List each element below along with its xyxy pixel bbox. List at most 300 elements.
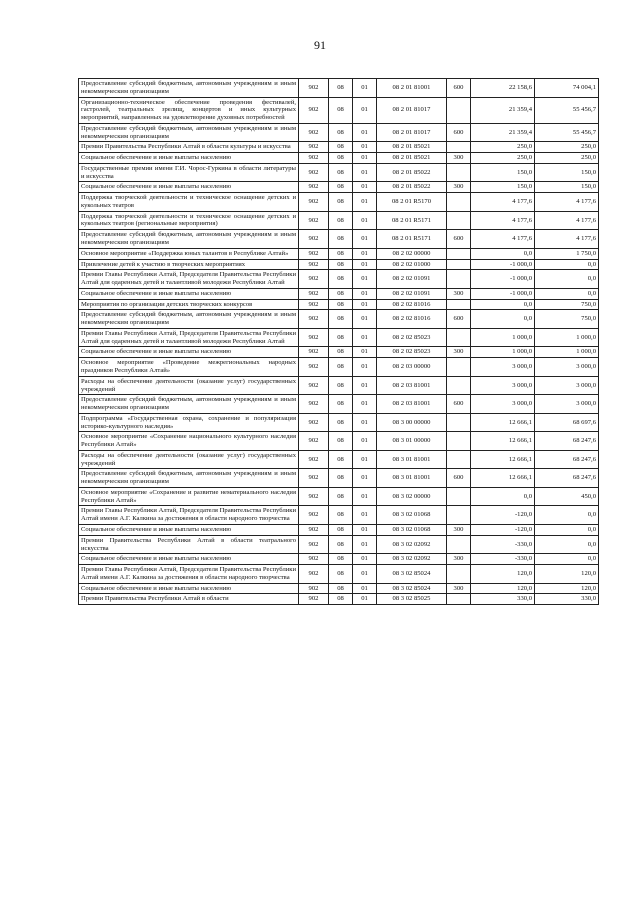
amount-change: 330,0 (471, 594, 535, 605)
expense-type-code (447, 163, 471, 182)
ministry-code: 902 (299, 358, 329, 377)
amount-total: 74 004,1 (535, 79, 599, 98)
amount-change: 1 000,0 (471, 328, 535, 347)
section-code: 08 (329, 450, 353, 469)
amount-total: 4 177,6 (535, 211, 599, 230)
row-name: Премии Правительства Республики Алтай в области культуры и искусства (79, 142, 299, 153)
amount-change: -330,0 (471, 554, 535, 565)
section-code: 08 (329, 487, 353, 506)
row-name: Поддержка творческой деятельности и техническое оснащение детских и кукольных театров (региональные мероприятия) (79, 211, 299, 230)
target-article-code: 08 2 01 81017 (377, 97, 447, 123)
target-article-code: 08 2 01 85021 (377, 142, 447, 153)
section-code: 08 (329, 583, 353, 594)
row-name: Социальное обеспечение и иные выплаты населению (79, 288, 299, 299)
section-code: 08 (329, 270, 353, 289)
ministry-code: 902 (299, 594, 329, 605)
section-code: 08 (329, 413, 353, 432)
target-article-code: 08 2 02 01091 (377, 270, 447, 289)
target-article-code: 08 2 01 85022 (377, 163, 447, 182)
amount-change: 0,0 (471, 299, 535, 310)
amount-total: 0,0 (535, 270, 599, 289)
section-code: 08 (329, 347, 353, 358)
amount-total: 750,0 (535, 310, 599, 329)
amount-total: 0,0 (535, 535, 599, 554)
amount-total: 0,0 (535, 524, 599, 535)
amount-total: 3 000,0 (535, 395, 599, 414)
section-code: 08 (329, 469, 353, 488)
table-row (79, 163, 599, 182)
ministry-code: 902 (299, 524, 329, 535)
ministry-code: 902 (299, 310, 329, 329)
section-code: 08 (329, 211, 353, 230)
ministry-code: 902 (299, 583, 329, 594)
subsection-code: 01 (353, 153, 377, 164)
expense-type-code: 300 (447, 153, 471, 164)
table-row (79, 230, 599, 249)
ministry-code: 902 (299, 535, 329, 554)
section-code: 08 (329, 153, 353, 164)
section-code: 08 (329, 182, 353, 193)
row-name: Организационно-техническое обеспечение проведения фестивалей, гастролей, театральных зрелищ, концертов и иных культурных мероприятий, направленных на удовлетворение духовных потребностей (79, 97, 299, 123)
subsection-code: 01 (353, 248, 377, 259)
section-code: 08 (329, 259, 353, 270)
expense-type-code: 600 (447, 395, 471, 414)
ministry-code: 902 (299, 450, 329, 469)
ministry-code: 902 (299, 230, 329, 249)
row-name: Подпрограмма «Государственная охрана, сохранение и популяризация историко-культурного наследия» (79, 413, 299, 432)
target-article-code: 08 2 01 81017 (377, 123, 447, 142)
expense-type-code: 300 (447, 347, 471, 358)
amount-change: 1 000,0 (471, 347, 535, 358)
subsection-code: 01 (353, 450, 377, 469)
amount-change: -120,0 (471, 524, 535, 535)
section-code: 08 (329, 163, 353, 182)
table-row (79, 358, 599, 377)
ministry-code: 902 (299, 565, 329, 584)
target-article-code: 08 3 00 00000 (377, 413, 447, 432)
section-code: 08 (329, 524, 353, 535)
table-row (79, 310, 599, 329)
expense-type-code: 600 (447, 230, 471, 249)
section-code: 08 (329, 288, 353, 299)
ministry-code: 902 (299, 259, 329, 270)
amount-change: 150,0 (471, 182, 535, 193)
section-code: 08 (329, 554, 353, 565)
row-name: Премии Главы Республики Алтай, Председателя Правительства Республики Алтай имени А.Г. Калкина за достижения в области народного творчества (79, 506, 299, 525)
target-article-code: 08 2 02 81016 (377, 299, 447, 310)
amount-total: 750,0 (535, 299, 599, 310)
subsection-code: 01 (353, 288, 377, 299)
row-name: Предоставление субсидий бюджетным, автономным учреждениям и иным некоммерческим организациям (79, 123, 299, 142)
expense-type-code (447, 413, 471, 432)
page-number: 91 (314, 38, 326, 52)
budget-table (78, 78, 599, 605)
expense-type-code: 300 (447, 524, 471, 535)
expense-type-code: 300 (447, 288, 471, 299)
amount-change: 3 000,0 (471, 376, 535, 395)
row-name: Основное мероприятие «Поддержка юных талантов в Республике Алтай» (79, 248, 299, 259)
table-row (79, 328, 599, 347)
row-name: Предоставление субсидий бюджетным, автономным учреждениям и иным некоммерческим организациям (79, 230, 299, 249)
section-code: 08 (329, 535, 353, 554)
amount-change: 150,0 (471, 163, 535, 182)
row-name: Социальное обеспечение и иные выплаты населению (79, 347, 299, 358)
budget-table-body (79, 79, 599, 605)
subsection-code: 01 (353, 230, 377, 249)
subsection-code: 01 (353, 469, 377, 488)
section-code: 08 (329, 358, 353, 377)
section-code: 08 (329, 506, 353, 525)
table-row (79, 450, 599, 469)
amount-total: 120,0 (535, 565, 599, 584)
amount-change: -330,0 (471, 535, 535, 554)
expense-type-code (447, 259, 471, 270)
ministry-code: 902 (299, 79, 329, 98)
row-name: Премии Правительства Республики Алтай в области театрального искусства (79, 535, 299, 554)
ministry-code: 902 (299, 288, 329, 299)
amount-total: 1 000,0 (535, 347, 599, 358)
amount-change: -1 000,0 (471, 259, 535, 270)
expense-type-code (447, 211, 471, 230)
subsection-code: 01 (353, 142, 377, 153)
subsection-code: 01 (353, 565, 377, 584)
target-article-code: 08 2 01 85022 (377, 182, 447, 193)
row-name: Премии Главы Республики Алтай, Председателя Правительства Республики Алтай для одаренных детей и талантливой молодежи Республики Алтай (79, 328, 299, 347)
row-name: Основное мероприятие «Сохранение национального культурного наследия Республики Алтай» (79, 432, 299, 451)
expense-type-code (447, 358, 471, 377)
amount-change: 250,0 (471, 142, 535, 153)
table-row (79, 142, 599, 153)
row-name: Социальное обеспечение и иные выплаты населению (79, 554, 299, 565)
row-name: Социальное обеспечение и иные выплаты населению (79, 524, 299, 535)
amount-total: 68 247,6 (535, 469, 599, 488)
table-row (79, 123, 599, 142)
subsection-code: 01 (353, 583, 377, 594)
amount-total: 330,0 (535, 594, 599, 605)
expense-type-code: 600 (447, 123, 471, 142)
amount-change: 3 000,0 (471, 358, 535, 377)
amount-total: 250,0 (535, 153, 599, 164)
amount-change: 12 666,1 (471, 450, 535, 469)
row-name: Расходы на обеспечение деятельности (оказание услуг) государственных учреждений (79, 376, 299, 395)
section-code: 08 (329, 248, 353, 259)
amount-total: 150,0 (535, 182, 599, 193)
amount-change: -120,0 (471, 506, 535, 525)
target-article-code: 08 2 02 85023 (377, 347, 447, 358)
subsection-code: 01 (353, 506, 377, 525)
table-row (79, 413, 599, 432)
section-code: 08 (329, 79, 353, 98)
target-article-code: 08 3 02 01068 (377, 506, 447, 525)
target-article-code: 08 2 02 01000 (377, 259, 447, 270)
section-code: 08 (329, 193, 353, 212)
row-name: Социальное обеспечение и иные выплаты населению (79, 153, 299, 164)
section-code: 08 (329, 328, 353, 347)
table-row (79, 153, 599, 164)
subsection-code: 01 (353, 395, 377, 414)
target-article-code: 08 2 02 81016 (377, 310, 447, 329)
subsection-code: 01 (353, 211, 377, 230)
target-article-code: 08 2 02 85023 (377, 328, 447, 347)
amount-change: -1 000,0 (471, 270, 535, 289)
table-row (79, 259, 599, 270)
amount-change: 12 666,1 (471, 413, 535, 432)
table-row (79, 506, 599, 525)
target-article-code: 08 3 02 85024 (377, 565, 447, 584)
target-article-code: 08 3 02 85024 (377, 583, 447, 594)
ministry-code: 902 (299, 413, 329, 432)
expense-type-code: 600 (447, 79, 471, 98)
amount-change: 12 666,1 (471, 469, 535, 488)
ministry-code: 902 (299, 469, 329, 488)
amount-change: 250,0 (471, 153, 535, 164)
ministry-code: 902 (299, 270, 329, 289)
amount-total: 68 247,6 (535, 432, 599, 451)
target-article-code: 08 2 01 81001 (377, 79, 447, 98)
subsection-code: 01 (353, 554, 377, 565)
amount-total: 250,0 (535, 142, 599, 153)
row-name: Премии Главы Республики Алтай, Председателя Правительства Республики Алтай для одаренных детей и талантливой молодежи Республики Алтай (79, 270, 299, 289)
ministry-code: 902 (299, 328, 329, 347)
subsection-code: 01 (353, 270, 377, 289)
section-code: 08 (329, 97, 353, 123)
section-code: 08 (329, 376, 353, 395)
ministry-code: 902 (299, 182, 329, 193)
row-name: Премии Главы Республики Алтай, Председателя Правительства Республики Алтай имени А.Г. Калкина за достижения в области народного творчества (79, 565, 299, 584)
table-row (79, 347, 599, 358)
table-row (79, 469, 599, 488)
expense-type-code (447, 432, 471, 451)
row-name: Поддержка творческой деятельности и техническое оснащение детских и кукольных театров (79, 193, 299, 212)
expense-type-code (447, 193, 471, 212)
table-row (79, 79, 599, 98)
subsection-code: 01 (353, 123, 377, 142)
expense-type-code: 600 (447, 310, 471, 329)
table-row (79, 594, 599, 605)
row-name: Предоставление субсидий бюджетным, автономным учреждениям и иным некоммерческим организациям (79, 79, 299, 98)
expense-type-code (447, 450, 471, 469)
amount-total: 55 456,7 (535, 97, 599, 123)
ministry-code: 902 (299, 163, 329, 182)
amount-change: 3 000,0 (471, 395, 535, 414)
amount-total: 0,0 (535, 554, 599, 565)
section-code: 08 (329, 299, 353, 310)
amount-change: 120,0 (471, 583, 535, 594)
target-article-code: 08 3 01 00000 (377, 432, 447, 451)
amount-change: 0,0 (471, 487, 535, 506)
table-row (79, 554, 599, 565)
amount-change: 21 359,4 (471, 97, 535, 123)
amount-total: 0,0 (535, 506, 599, 525)
ministry-code: 902 (299, 193, 329, 212)
row-name: Расходы на обеспечение деятельности (оказание услуг) государственных учреждений (79, 450, 299, 469)
subsection-code: 01 (353, 347, 377, 358)
table-row (79, 376, 599, 395)
row-name: Основное мероприятие «Проведение межрегиональных народных праздников Республики Алтай» (79, 358, 299, 377)
target-article-code: 08 2 01 R5171 (377, 230, 447, 249)
ministry-code: 902 (299, 97, 329, 123)
amount-total: 1 000,0 (535, 328, 599, 347)
target-article-code: 08 3 02 02092 (377, 554, 447, 565)
expense-type-code: 300 (447, 554, 471, 565)
target-article-code: 08 3 02 00000 (377, 487, 447, 506)
amount-total: 4 177,6 (535, 230, 599, 249)
amount-total: 3 000,0 (535, 376, 599, 395)
ministry-code: 902 (299, 506, 329, 525)
target-article-code: 08 3 02 01068 (377, 524, 447, 535)
table-row (79, 248, 599, 259)
section-code: 08 (329, 432, 353, 451)
target-article-code: 08 2 03 81001 (377, 376, 447, 395)
table-row (79, 565, 599, 584)
section-code: 08 (329, 230, 353, 249)
table-row (79, 535, 599, 554)
amount-total: 0,0 (535, 288, 599, 299)
subsection-code: 01 (353, 432, 377, 451)
expense-type-code (447, 248, 471, 259)
target-article-code: 08 2 03 81001 (377, 395, 447, 414)
section-code: 08 (329, 142, 353, 153)
section-code: 08 (329, 123, 353, 142)
ministry-code: 902 (299, 347, 329, 358)
expense-type-code (447, 487, 471, 506)
expense-type-code (447, 535, 471, 554)
amount-total: 0,0 (535, 259, 599, 270)
section-code: 08 (329, 310, 353, 329)
table-row (79, 270, 599, 289)
subsection-code: 01 (353, 535, 377, 554)
amount-total: 450,0 (535, 487, 599, 506)
table-row (79, 193, 599, 212)
table-row (79, 299, 599, 310)
section-code: 08 (329, 565, 353, 584)
target-article-code: 08 2 01 R5171 (377, 211, 447, 230)
expense-type-code (447, 299, 471, 310)
expense-type-code: 300 (447, 182, 471, 193)
expense-type-code (447, 506, 471, 525)
amount-total: 55 456,7 (535, 123, 599, 142)
amount-total: 68 247,6 (535, 450, 599, 469)
ministry-code: 902 (299, 248, 329, 259)
expense-type-code (447, 376, 471, 395)
row-name: Предоставление субсидий бюджетным, автономным учреждениям и иным некоммерческим организациям (79, 469, 299, 488)
ministry-code: 902 (299, 432, 329, 451)
expense-type-code (447, 565, 471, 584)
row-name: Привлечение детей к участию в творческих мероприятиях (79, 259, 299, 270)
ministry-code: 902 (299, 487, 329, 506)
table-row (79, 524, 599, 535)
table-row (79, 487, 599, 506)
target-article-code: 08 2 01 85021 (377, 153, 447, 164)
row-name: Предоставление субсидий бюджетным, автономным учреждениям и иным некоммерческим организациям (79, 395, 299, 414)
table-row (79, 432, 599, 451)
table-row (79, 97, 599, 123)
amount-change: 0,0 (471, 248, 535, 259)
amount-change: 21 359,4 (471, 123, 535, 142)
subsection-code: 01 (353, 413, 377, 432)
amount-total: 68 697,6 (535, 413, 599, 432)
ministry-code: 902 (299, 142, 329, 153)
row-name: Социальное обеспечение и иные выплаты населению (79, 583, 299, 594)
table-row (79, 211, 599, 230)
amount-change: 4 177,6 (471, 230, 535, 249)
row-name: Премии Правительства Республики Алтай в области (79, 594, 299, 605)
target-article-code: 08 2 02 01091 (377, 288, 447, 299)
target-article-code: 08 3 01 81001 (377, 450, 447, 469)
ministry-code: 902 (299, 123, 329, 142)
subsection-code: 01 (353, 524, 377, 535)
subsection-code: 01 (353, 328, 377, 347)
row-name: Государственные премии имени Г.И. Чорос-Гуркина в области литературы и искусства (79, 163, 299, 182)
table-row (79, 182, 599, 193)
subsection-code: 01 (353, 97, 377, 123)
table-row (79, 395, 599, 414)
row-name: Мероприятия по организации детских творческих конкурсов (79, 299, 299, 310)
row-name: Предоставление субсидий бюджетным, автономным учреждениям и иным некоммерческим организациям (79, 310, 299, 329)
subsection-code: 01 (353, 358, 377, 377)
section-code: 08 (329, 594, 353, 605)
row-name: Основное мероприятие «Сохранение и развитие нематериального наследия Республики Алтай» (79, 487, 299, 506)
table-row (79, 583, 599, 594)
ministry-code: 902 (299, 395, 329, 414)
table-row (79, 288, 599, 299)
subsection-code: 01 (353, 79, 377, 98)
amount-change: 4 177,6 (471, 211, 535, 230)
expense-type-code: 300 (447, 583, 471, 594)
amount-change: 120,0 (471, 565, 535, 584)
target-article-code: 08 3 02 02092 (377, 535, 447, 554)
subsection-code: 01 (353, 310, 377, 329)
amount-total: 1 750,0 (535, 248, 599, 259)
subsection-code: 01 (353, 487, 377, 506)
target-article-code: 08 3 01 81001 (377, 469, 447, 488)
ministry-code: 902 (299, 376, 329, 395)
subsection-code: 01 (353, 376, 377, 395)
subsection-code: 01 (353, 182, 377, 193)
amount-change: -1 000,0 (471, 288, 535, 299)
target-article-code: 08 2 02 00000 (377, 248, 447, 259)
expense-type-code: 600 (447, 469, 471, 488)
target-article-code: 08 2 03 00000 (377, 358, 447, 377)
subsection-code: 01 (353, 163, 377, 182)
expense-type-code (447, 270, 471, 289)
ministry-code: 902 (299, 211, 329, 230)
amount-change: 4 177,6 (471, 193, 535, 212)
section-code: 08 (329, 395, 353, 414)
ministry-code: 902 (299, 153, 329, 164)
target-article-code: 08 2 01 R5170 (377, 193, 447, 212)
amount-total: 3 000,0 (535, 358, 599, 377)
subsection-code: 01 (353, 193, 377, 212)
amount-change: 0,0 (471, 310, 535, 329)
expense-type-code (447, 142, 471, 153)
subsection-code: 01 (353, 299, 377, 310)
row-name: Социальное обеспечение и иные выплаты населению (79, 182, 299, 193)
subsection-code: 01 (353, 594, 377, 605)
expense-type-code (447, 97, 471, 123)
expense-type-code (447, 594, 471, 605)
amount-change: 22 158,6 (471, 79, 535, 98)
ministry-code: 902 (299, 554, 329, 565)
subsection-code: 01 (353, 259, 377, 270)
target-article-code: 08 3 02 85025 (377, 594, 447, 605)
amount-total: 4 177,6 (535, 193, 599, 212)
amount-total: 150,0 (535, 163, 599, 182)
amount-change: 12 666,1 (471, 432, 535, 451)
amount-total: 120,0 (535, 583, 599, 594)
ministry-code: 902 (299, 299, 329, 310)
expense-type-code (447, 328, 471, 347)
